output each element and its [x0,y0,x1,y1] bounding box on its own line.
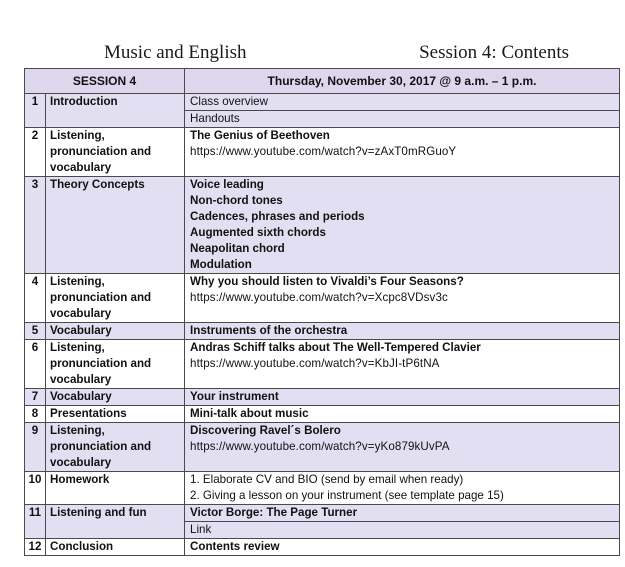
row-content [185,94,620,128]
table-row [25,340,620,389]
session-label: SESSION 4 [25,69,185,94]
row-content [185,472,620,505]
header-right-title: Session 4: Contents [419,42,569,63]
content-line: Mini-talk about music [190,407,309,420]
row-number: 2 [25,128,46,177]
row-number: 7 [25,389,46,406]
content-line: Your instrument [190,390,279,403]
table-row [25,177,620,274]
content-line: Augmented sixth chords [190,226,326,239]
video-link[interactable]: https://www.youtube.com/watch?v=zAxT0mRGuoY [190,145,457,158]
content-line: 1. Elaborate CV and BIO (send by email when ready) [190,473,464,486]
row-topic: Conclusion [46,539,185,556]
row-topic: Theory Concepts [46,177,185,274]
date-label: Thursday, November 30, 2017 @ 9 a.m. – 1 p.m. [185,69,620,94]
content-line: Discovering Ravel´s Bolero [190,424,341,437]
content-line: Why you should listen to Vivaldi’s Four Seasons? [190,275,464,288]
content-line: Voice leading [190,178,264,191]
table-row [25,423,620,472]
video-link[interactable]: https://www.youtube.com/watch?v=yKo879kUvPA [190,440,450,453]
row-number: 9 [25,423,46,472]
content-line: Class overview [190,95,268,108]
content-line: 2. Giving a lesson on your instrument (see template page 15) [190,489,504,502]
table-row [25,472,620,505]
row-content [185,505,620,539]
link-text[interactable]: Link [185,521,619,538]
table-row [25,406,620,423]
page-header [104,42,569,64]
row-topic: Vocabulary [46,389,185,406]
content-line: Contents review [190,540,280,553]
row-content [185,539,620,556]
content-line: Victor Borge: The Page Turner [190,506,358,519]
row-number: 5 [25,323,46,340]
row-topic: Vocabulary [46,323,185,340]
table-row [25,539,620,556]
row-number: 3 [25,177,46,274]
row-topic: Listening, pronunciation and vocabulary [46,340,185,389]
row-number: 11 [25,505,46,539]
header-left-title: Music and English [104,42,247,63]
content-line: Handouts [185,110,619,127]
table-row [25,274,620,323]
row-topic: Introduction [46,94,185,128]
table-row [25,323,620,340]
row-topic: Listening and fun [46,505,185,539]
table-row [25,505,620,539]
table-row [25,94,620,128]
content-line: Modulation [190,258,252,271]
content-line: Andras Schiff talks about The Well-Tempered Clavier [190,341,481,354]
row-content [185,389,620,406]
table-row [25,389,620,406]
row-topic: Listening, pronunciation and vocabulary [46,128,185,177]
row-content [185,423,620,472]
row-number: 10 [25,472,46,505]
content-line: Cadences, phrases and periods [190,210,365,223]
content-line: Non-chord tones [190,194,283,207]
video-link[interactable]: https://www.youtube.com/watch?v=Xcpc8VDsv3c [190,291,448,304]
contents-table [24,68,620,556]
row-content [185,406,620,423]
row-content [185,340,620,389]
row-topic: Presentations [46,406,185,423]
content-line: Neapolitan chord [190,242,285,255]
row-number: 12 [25,539,46,556]
content-line: Instruments of the orchestra [190,324,348,337]
row-topic: Listening, pronunciation and vocabulary [46,274,185,323]
row-number: 6 [25,340,46,389]
video-link[interactable]: https://www.youtube.com/watch?v=KbJI-tP6tNA [190,357,440,370]
row-content [185,323,620,340]
row-content [185,274,620,323]
row-content [185,177,620,274]
row-topic: Homework [46,472,185,505]
row-content [185,128,620,177]
row-number: 8 [25,406,46,423]
table-header-row [25,69,620,94]
table-row [25,128,620,177]
row-topic: Listening, pronunciation and vocabulary [46,423,185,472]
row-number: 4 [25,274,46,323]
row-number: 1 [25,94,46,128]
content-line: The Genius of Beethoven [190,129,330,142]
